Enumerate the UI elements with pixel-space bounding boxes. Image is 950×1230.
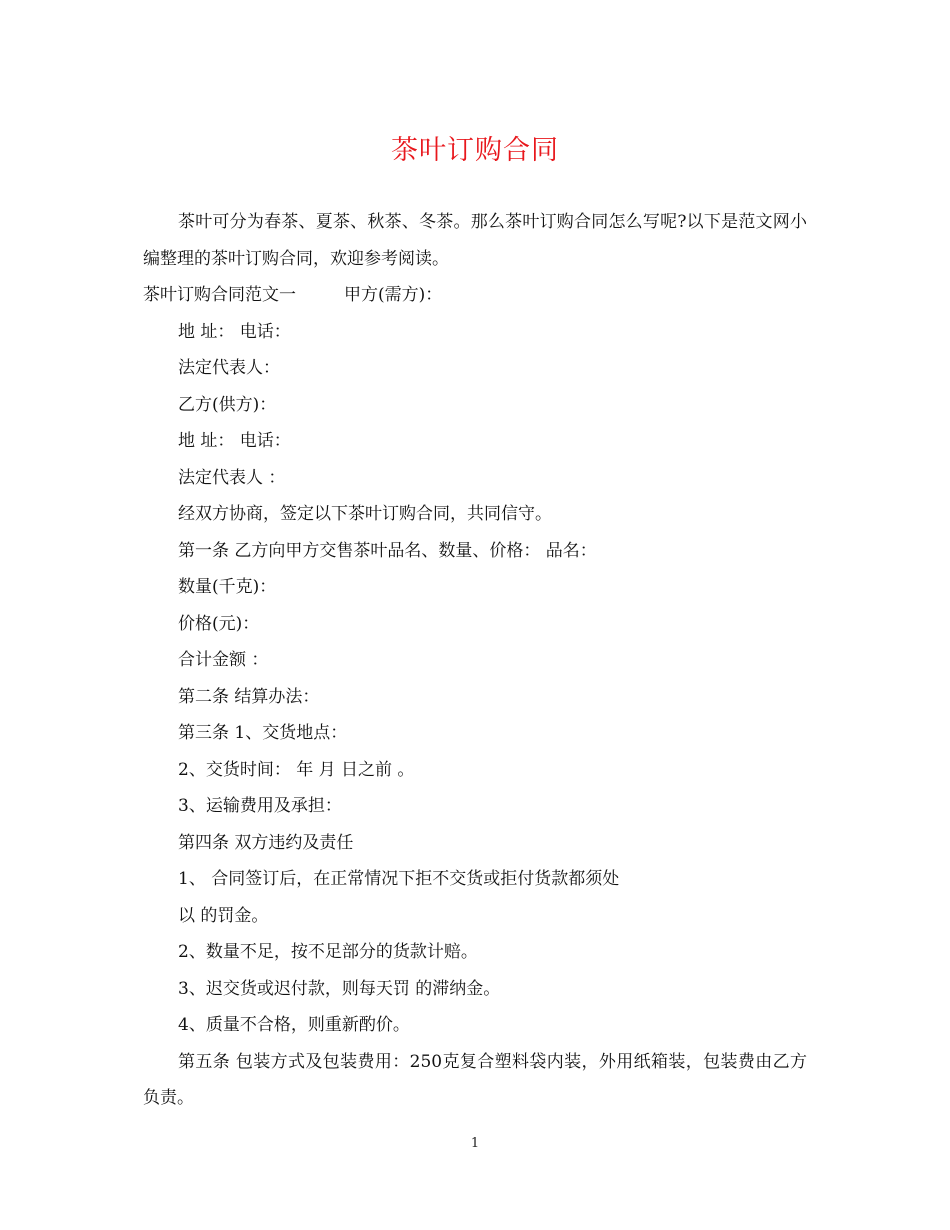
article-1-line: 第一条 乙方向甲方交售茶叶品名、数量、价格： 品名： (178, 540, 597, 561)
breach-clause-4-line: 4、质量不合格，则重新酌价。 (178, 1015, 410, 1035)
breach-clause-1-continuation: 以 的罚金。 (178, 905, 269, 926)
delivery-time-line: 2、交货时间： 年 月 日之前 。 (178, 759, 415, 780)
article-2-line: 第二条 结算办法： (178, 686, 320, 707)
total-amount-line: 合计金额 ： (178, 650, 269, 670)
page-number: 1 (470, 1136, 480, 1151)
party-b-representative-line: 法定代表人 ： (178, 467, 286, 488)
document-body (143, 204, 807, 1117)
document-title: 茶叶订购合同 (391, 135, 559, 166)
transport-cost-line: 3、运输费用及承担： (178, 796, 342, 816)
price-line: 价格(元)： (178, 613, 260, 634)
article-3-line: 第三条 1、交货地点： (178, 723, 348, 743)
article-4-line: 第四条 双方违约及责任 (178, 832, 354, 853)
breach-clause-2-line: 2、数量不足，按不足部分的货款计赔。 (178, 942, 478, 962)
agreement-statement: 经双方协商，签定以下茶叶订购合同，共同信守。 (178, 504, 552, 524)
sample-heading-line (143, 277, 807, 314)
party-a-representative-line: 法定代表人： (178, 358, 280, 378)
quantity-line: 数量(千克)： (178, 577, 277, 597)
breach-clause-3-line: 3、迟交货或迟付款，则每天罚 的滞纳金。 (178, 978, 501, 999)
article-5-paragraph: 第五条 包装方式及包装费用：250克复合塑料袋内装，外用纸箱装，包装费由乙方负责。 (143, 1051, 807, 1108)
party-b-label: 乙方(供方)： (178, 394, 277, 415)
intro-paragraph: 茶叶可分为春茶、夏茶、秋茶、冬茶。那么茶叶订购合同怎么写呢?以下是范文网小编整理的茶叶订购合同，欢迎参考阅读。 (143, 212, 807, 269)
party-b-address-line: 地 址： 电话： (178, 431, 291, 451)
party-a-label: 甲方(需方)： (344, 285, 443, 305)
sample-heading: 茶叶订购合同范文一 (143, 285, 296, 305)
party-a-address-line: 地 址： 电话： (178, 321, 291, 342)
breach-clause-1-line: 1、 合同签订后，在正常情况下拒不交货或拒付货款都须处 (178, 869, 620, 889)
